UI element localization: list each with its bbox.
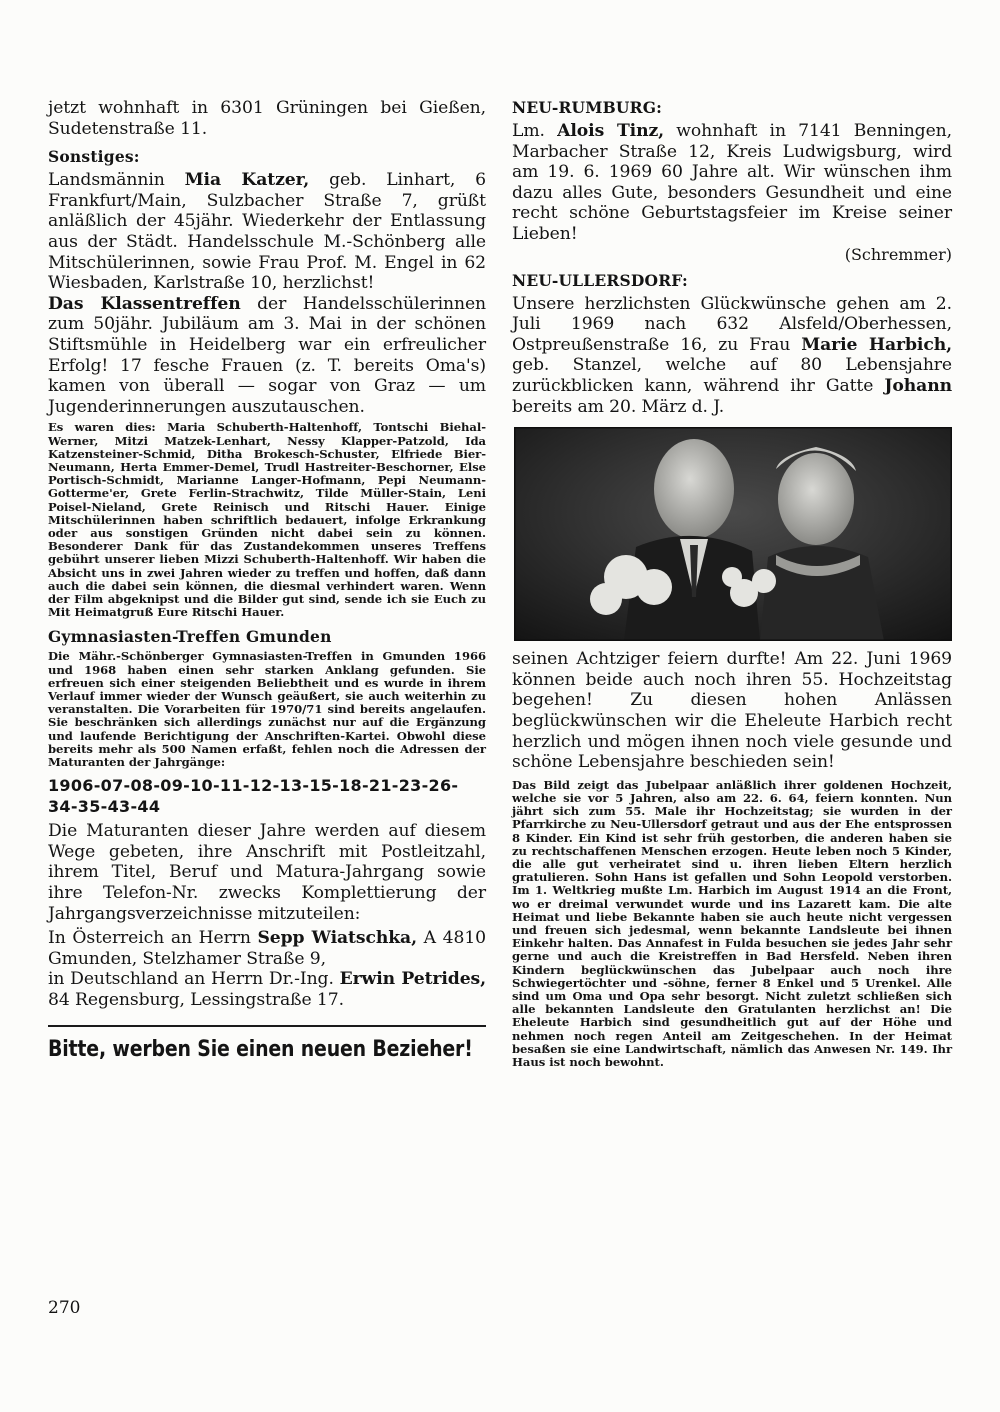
slogan-banner (48, 1025, 486, 1062)
section-heading-sonstiges: Sonstiges: (48, 147, 140, 167)
slogan-text: Bitte, werben Sie einen neuen Bezieher! (48, 1036, 473, 1062)
missing-years-list: 1906-07-08-09-10-11-12-13-15-18-21-23-26-34-35-43-44 (48, 776, 459, 817)
couple-photo-illustration (514, 427, 952, 641)
person-name: Mia Katzer, (184, 170, 310, 191)
maturanten-request: Die Maturanten dieser Jahre werden auf diesem Wege gebeten, ihre Anschrift mit Postleitzahl, ihrem Titel, Beruf und Matura-Jahrgang sowie ihre Telefon-Nr. zwecks Komplettierung der Jahrgangsverzeichnisse mitzuteilen: (48, 821, 486, 924)
katzer-notice: Landsmännin Mia Katzer, geb. Linhart, 6 Frankfurt/Main, Sulzbacher Straße 7, grüßt anläßlich der 45jähr. Wiederkehr der Entlassung aus der Städt. Handelsschule M.-Schönberg alle Mitschülerinnen, sowie Frau Prof. M. Engel in 62 Wiesbaden, Karlstraße 10, herzlichst! (48, 170, 486, 294)
person-name: Erwin Petrides, (339, 969, 487, 990)
harbich-notice: Unsere herzlichsten Glückwünsche gehen am 2. Juli 1969 nach 632 Alsfeld/Oberhessen, Ostpreußenstraße 16, zu Frau Marie Harbich, geb. Stanzel, welche auf 80 Lebensjahre zurückblicken kann, während ihr Gatte Johann bereits am 20. März d. J. (512, 293, 952, 417)
contact-germany: in Deutschland an Herrn Dr.-Ing. Erwin Petrides, 84 Regensburg, Lessingstraße 17. (48, 969, 487, 1010)
tinz-birthday-notice: Lm. Alois Tinz, wohnhaft in 7141 Benningen, Marbacher Straße 12, Kreis Ludwigsburg, wird am 19. 6. 1969 60 Jahre alt. Wir wünschen ihm dazu alles Gute, besonders Gesundheit und eine recht schöne Geburtstagsfeier im Kreise seiner Lieben! (512, 121, 952, 244)
section-heading-neu-ullersdorf: NEU-ULLERSDORF: (512, 270, 688, 290)
contact-austria: In Österreich an Herrn Sepp Wiatschka, A 4810 Gmunden, Stelzhamer Straße 9, (48, 928, 486, 969)
section-heading-gymnasiasten: Gymnasiasten-Treffen Gmunden (48, 627, 332, 647)
klassentreffen-paragraph: Das Klassentreffen der Handelsschülerinnen zum 50jähr. Jubiläum am 3. Mai in der schönen Stiftsmühle in Heidelberg war ein erfreulicher Erfolg! 17 fesche Frauen (z. T. bereits Oma's) kamen von überall — sogar von Graz — um Jugenderinnerungen auszutauschen. (48, 293, 486, 417)
bold-lead: Das Klassentreffen (48, 293, 241, 314)
author-signature: (Schremmer) (844, 244, 952, 264)
person-name: Marie Harbich, (801, 334, 952, 355)
left-column (48, 98, 486, 1062)
person-name: Sepp Wiatschka, (257, 928, 417, 949)
page-number: 270 (48, 1298, 81, 1318)
couple-photo (514, 427, 952, 641)
gymnasiasten-paragraph: Die Mähr.-Schönberger Gymnasiasten-Treffen in Gmunden 1966 und 1968 haben einen sehr starken Anklang gefunden. Sie erfreuen sich einer steigenden Beliebtheit und es wurde in ihrem Verlauf immer wieder der Wunsch geäußert, sie auch weiterhin zu veranstalten. Die Vorarbeiten für 1970/71 sind bereits angelaufen. Sie beschränken sich allerdings zunächst nur auf die Ergänzung und laufende Berichtigung der Anschriften-Kartei. Obwohl diese bereits mehr als 500 Namen erfaßt, fehlen noch die Adressen der Maturanten der Jahrgänge: (48, 649, 486, 769)
person-name: Johann (884, 375, 952, 396)
address-continuation: jetzt wohnhaft in 6301 Grüningen bei Gießen, Sudetenstraße 11. (48, 98, 486, 139)
section-heading-neu-rumburg: NEU-RUMBURG: (512, 98, 663, 117)
photo-caption-paragraph: Das Bild zeigt das Jubelpaar anläßlich ihrer goldenen Hochzeit, welche sie vor 5 Jahren, also am 22. 6. 64, feiern konnten. Nun jährt sich zum 55. Male ihr Hochzeitstag; sie wurden in der Pfarrkirche zu Neu-Ullersdorf getraut und aus der Ehe entsprossen 8 Kinder. Ein Kind ist sehr früh gestorben, die anderen haben sie zu rechtschaffenen Menschen erzogen. Heute leben noch 5 Kinder, die alle gut verheiratet sind u. ihren lieben Eltern herzlich gratulieren. Sohn Hans ist gefallen und Sohn Leopold verstorben. Im 1. Weltkrieg mußte Lm. Harbich im August 1914 an die Front, wo er dreimal verwundet wurde und ins Lazarett kam. Die alte Heimat und liebe Bekannte haben sie auch heute nicht vergessen und freuen sich jedesmal, wenn bekannte Landsleute bei ihnen Einkehr halten. Das Annafest in Fulda besuchen sie jedes Jahr sehr gerne und auch die Kreistreffen in Bad Hersfeld. Neben ihren Kindern beglückwünschen das Jubelpaar auch noch ihre Schwiegertöchter und -söhne, ferner 8 Enkel und 5 Urenkel. Alle sind um Oma und Opa sehr besorgt. Nicht zuletzt schließen sich alle bekannten Landsleute den Gratulanten herzlichst an! Die Eheleute Harbich sind gesundheitlich gut auf der Höhe und nehmen noch regen Anteil am Zeitgeschehen. In der Heimat besaßen sie eine Landwirtschaft, nämlich das Anwesen Nr. 149. Ihr Haus ist noch bewohnt. (512, 777, 952, 1069)
harbich-continuation: seinen Achtziger feiern durfte! Am 22. Juni 1969 können beide auch noch ihren 55. Hochzeitstag begehen! Zu diesen hohen Anlässen beglückwünschen wir die Eheleute Harbich recht herzlich und mögen ihnen noch viele gesunde und schöne Lebensjahre beschieden sein! (512, 649, 952, 773)
attendee-list-paragraph: Es waren dies: Maria Schuberth-Haltenhoff, Tontschi Biehal-Werner, Mitzi Matzek-Lenhart, Nessy Klapper-Patzold, Ida Katzensteiner-Schmid, Ditha Brokesch-Schuster, Elfriede Bier-Neumann, Herta Emmer-Demel, Trudl Hastreiter-Beschorner, Else Portisch-Schmidt, Marianne Langer-Hofmann, Pepi Neumann-Gotterme'er, Grete Ferlin-Strachwitz, Tilde Müller-Stain, Leni Poisel-Nieland, Grete Reinisch und Ritschi Hauer. Einige Mitschülerinnen haben schriftlich bedauert, infolge Erkrankung oder aus sonstigen Gründen nicht dabei sein zu können. Besonderer Dank für das Zustandekommen unseres Treffens gebührt unserer lieben Mizzi Schuberth-Haltenhoff. Wir haben die Absicht uns in zwei Jahren wieder zu treffen und hoffen, daß dann auch die dabei sein können, die diesmal verhindert waren. Wenn der Film abgeknipst und die Bilder gut sind, sende ich sie Euch zu Mit Heimatgruß Eure Ritschi Hauer. (48, 420, 486, 620)
person-name: Alois Tinz, (557, 121, 665, 141)
right-column (512, 98, 952, 1069)
